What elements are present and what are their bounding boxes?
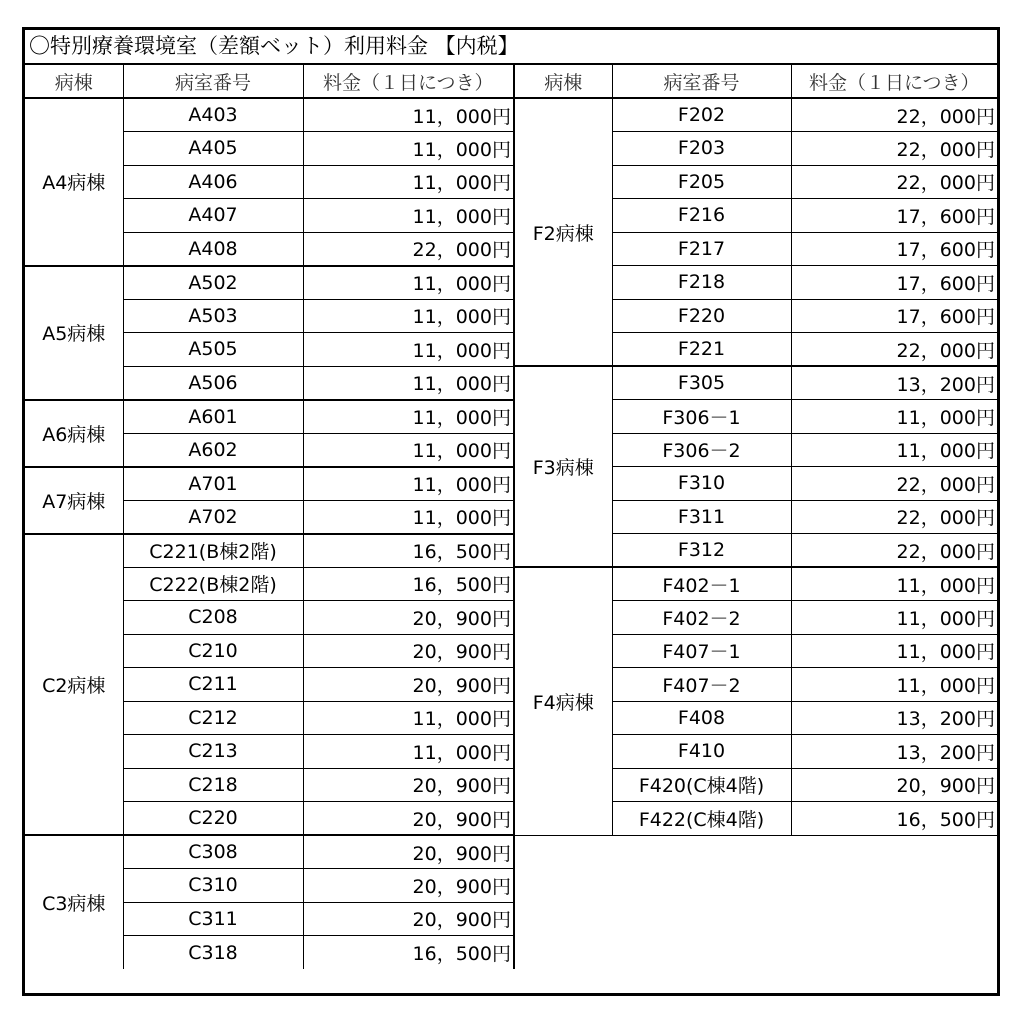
ward-name: C2病棟	[25, 534, 123, 836]
room-number: F203	[612, 132, 791, 166]
room-fee: 11，000円	[303, 299, 514, 333]
room-fee: 22，000円	[791, 534, 997, 568]
table-row	[25, 735, 997, 769]
room-fee: 11，000円	[303, 467, 514, 501]
header-row	[25, 65, 997, 99]
room-number: F306－2	[612, 433, 791, 467]
ward-name: A4病棟	[25, 98, 123, 266]
room-number: F312	[612, 534, 791, 568]
empty-cell	[514, 835, 997, 969]
room-fee: 22，000円	[791, 333, 997, 367]
room-number: F306－1	[612, 400, 791, 434]
room-fee: 22，000円	[791, 500, 997, 534]
table-row	[25, 433, 997, 467]
room-number: C310	[123, 869, 303, 903]
room-fee: 11，000円	[303, 98, 514, 132]
table-row	[25, 165, 997, 199]
table-row	[25, 467, 997, 501]
room-number: F218	[612, 266, 791, 300]
room-number: F407－2	[612, 668, 791, 702]
room-number: C218	[123, 768, 303, 802]
room-number: C222(B棟2階)	[123, 567, 303, 601]
room-number: C213	[123, 735, 303, 769]
room-fee: 11，000円	[303, 735, 514, 769]
room-fee: 20，900円	[303, 802, 514, 836]
room-number: A505	[123, 333, 303, 367]
table-row	[25, 668, 997, 702]
table-row	[25, 701, 997, 735]
room-number: F310	[612, 467, 791, 501]
header-room: 病室番号	[123, 65, 303, 99]
room-number: C211	[123, 668, 303, 702]
table-row	[25, 366, 997, 400]
room-fee: 17，600円	[791, 266, 997, 300]
ward-name: F2病棟	[514, 98, 612, 366]
table-row	[25, 567, 997, 601]
room-fee: 22，000円	[791, 98, 997, 132]
table-title: 〇特別療養環境室（差額ベット）利用料金 【内税】	[25, 30, 997, 64]
room-number: A407	[123, 199, 303, 233]
room-number: C220	[123, 802, 303, 836]
room-fee: 22，000円	[791, 165, 997, 199]
room-fee: 11，000円	[303, 266, 514, 300]
room-number: A406	[123, 165, 303, 199]
table-row	[25, 400, 997, 434]
header-fee: 料金（１日につき）	[791, 65, 997, 99]
ward-name: F3病棟	[514, 366, 612, 567]
room-number: F402－1	[612, 567, 791, 601]
room-fee: 22，000円	[791, 132, 997, 166]
ward-name: A6病棟	[25, 400, 123, 467]
room-fee: 22，000円	[303, 232, 514, 266]
room-number: A602	[123, 433, 303, 467]
room-number: F311	[612, 500, 791, 534]
room-fee: 11，000円	[303, 366, 514, 400]
room-number: F216	[612, 199, 791, 233]
room-fee: 11，000円	[303, 400, 514, 434]
room-number: C212	[123, 701, 303, 735]
room-fee: 20，900円	[303, 902, 514, 936]
room-fee: 22，000円	[791, 467, 997, 501]
room-number: C210	[123, 634, 303, 668]
room-number: F305	[612, 366, 791, 400]
table-row	[25, 534, 997, 568]
ward-name: A7病棟	[25, 467, 123, 534]
room-number: C308	[123, 835, 303, 869]
room-number: F202	[612, 98, 791, 132]
room-number: A506	[123, 366, 303, 400]
table-row	[25, 768, 997, 802]
room-number: F205	[612, 165, 791, 199]
room-fee: 20，900円	[303, 768, 514, 802]
room-fee: 20，900円	[303, 634, 514, 668]
table-row	[25, 199, 997, 233]
room-number: A403	[123, 98, 303, 132]
room-number: A701	[123, 467, 303, 501]
room-fee: 20，900円	[303, 668, 514, 702]
header-room: 病室番号	[612, 65, 791, 99]
table-row	[25, 500, 997, 534]
room-number: A405	[123, 132, 303, 166]
room-fee: 11，000円	[791, 433, 997, 467]
room-number: F407－1	[612, 634, 791, 668]
room-fee: 11，000円	[303, 500, 514, 534]
room-number: F402－2	[612, 601, 791, 635]
room-number: C318	[123, 936, 303, 970]
table-row	[25, 634, 997, 668]
room-fee: 20，900円	[791, 768, 997, 802]
room-number: C221(B棟2階)	[123, 534, 303, 568]
room-fee: 17，600円	[791, 299, 997, 333]
room-fee: 11，000円	[303, 701, 514, 735]
room-fee: 11，000円	[791, 601, 997, 635]
room-fee: 16，500円	[303, 534, 514, 568]
fee-table-frame	[22, 27, 1000, 996]
ward-name: A5病棟	[25, 266, 123, 400]
room-number: A408	[123, 232, 303, 266]
room-fee: 17，600円	[791, 232, 997, 266]
header-ward: 病棟	[25, 65, 123, 99]
room-fee: 13，200円	[791, 701, 997, 735]
room-number: C311	[123, 902, 303, 936]
room-fee: 13，200円	[791, 366, 997, 400]
room-fee: 20，900円	[303, 869, 514, 903]
header-ward: 病棟	[514, 65, 612, 99]
room-number: F410	[612, 735, 791, 769]
room-fee: 11，000円	[303, 132, 514, 166]
room-number: F422(C棟4階)	[612, 802, 791, 836]
room-fee: 20，900円	[303, 835, 514, 869]
room-fee: 11，000円	[303, 199, 514, 233]
table-row	[25, 333, 997, 367]
room-fee: 16，500円	[791, 802, 997, 836]
header-fee: 料金（１日につき）	[303, 65, 514, 99]
table-row	[25, 266, 997, 300]
room-fee: 11，000円	[303, 433, 514, 467]
room-fee: 11，000円	[791, 668, 997, 702]
room-fee: 11，000円	[791, 567, 997, 601]
room-fee: 16，500円	[303, 936, 514, 970]
room-number: F420(C棟4階)	[612, 768, 791, 802]
table-row	[25, 98, 997, 132]
room-number: A503	[123, 299, 303, 333]
table-row	[25, 232, 997, 266]
room-number: F217	[612, 232, 791, 266]
room-fee: 13，200円	[791, 735, 997, 769]
room-number: C208	[123, 601, 303, 635]
room-fee: 11，000円	[791, 400, 997, 434]
table-row	[25, 299, 997, 333]
room-fee: 17，600円	[791, 199, 997, 233]
table-row	[25, 132, 997, 166]
room-number: F220	[612, 299, 791, 333]
room-number: A502	[123, 266, 303, 300]
room-fee: 16，500円	[303, 567, 514, 601]
room-number: A702	[123, 500, 303, 534]
table-row	[25, 835, 997, 869]
fee-table	[25, 64, 997, 969]
table-row	[25, 601, 997, 635]
ward-name: C3病棟	[25, 835, 123, 969]
ward-name: F4病棟	[514, 567, 612, 835]
room-fee: 11，000円	[791, 634, 997, 668]
room-number: F408	[612, 701, 791, 735]
room-fee: 11，000円	[303, 165, 514, 199]
room-fee: 20，900円	[303, 601, 514, 635]
table-row	[25, 802, 997, 836]
room-fee: 11，000円	[303, 333, 514, 367]
room-number: A601	[123, 400, 303, 434]
room-number: F221	[612, 333, 791, 367]
